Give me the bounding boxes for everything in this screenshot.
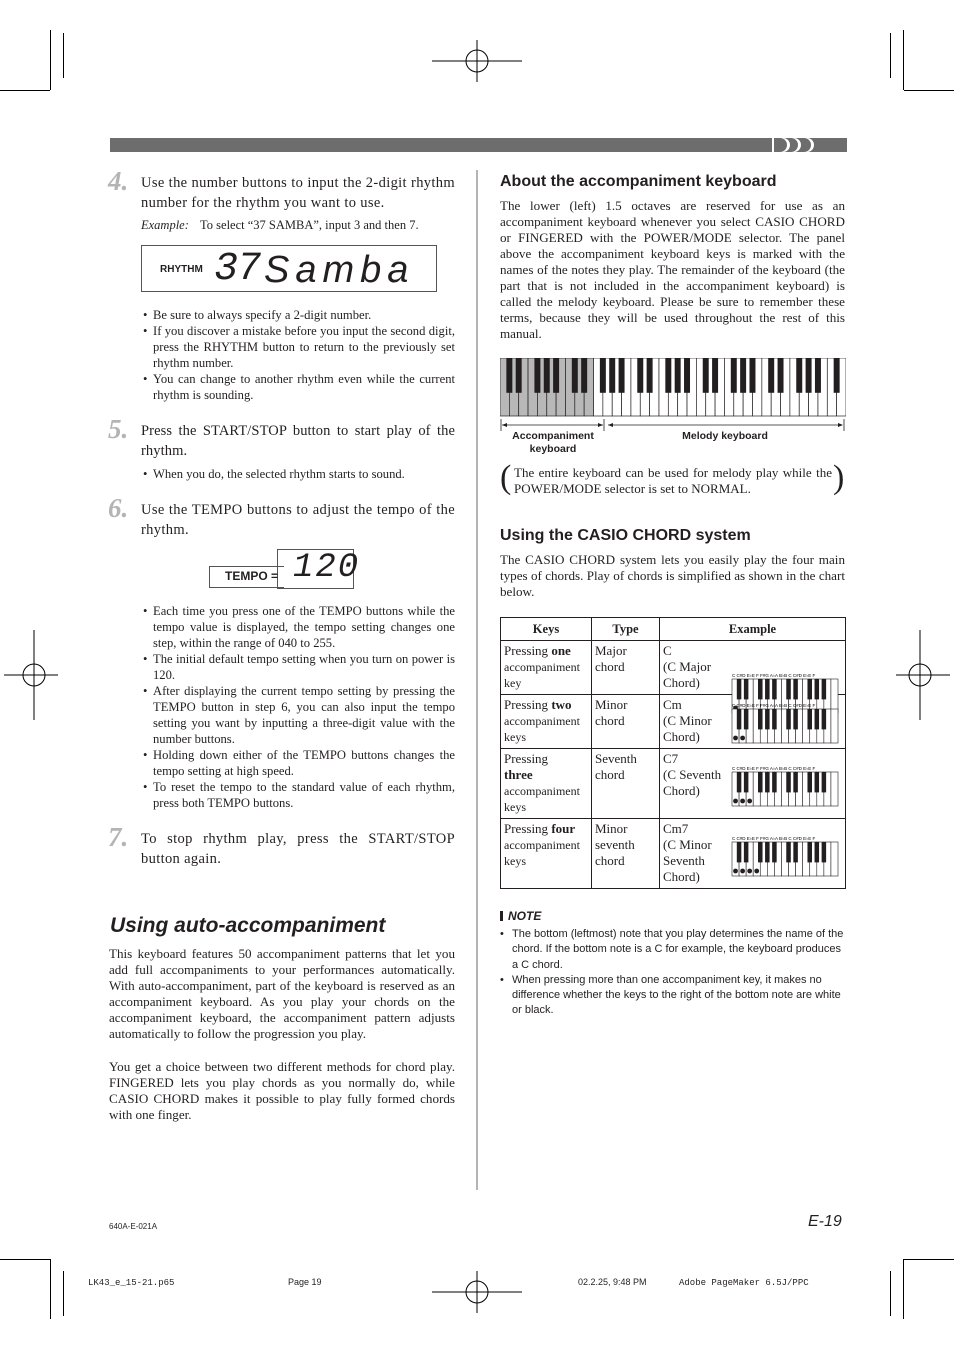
chord-description: (C Minor Seventh Chord) [663, 837, 712, 884]
black-key [731, 358, 737, 393]
bullet-item: • Holding down either of the TEMPO buttons changes the tempo setting at high speed. [143, 747, 455, 779]
keys-text: accompaniment keys [504, 784, 580, 814]
chord-description: (C Minor Chord) [663, 713, 712, 744]
lcd-rhythm-display [141, 245, 437, 292]
example-cell [660, 749, 846, 819]
auto-accomp-paragraph-1: This keyboard features 50 accompaniment patterns that let you add full accompaniments to your performances automatically. With auto-accompaniment, part of the keyboard is reserved as an accompaniment keyboard. As you play your chords on the accompaniment keyboard, the accompaniment pattern adjusts automatically to follow the progression you play. [109, 946, 455, 1041]
mini-black-key [793, 709, 798, 729]
keys-text: accompaniment keys [504, 714, 580, 744]
mini-black-key [807, 842, 812, 862]
mini-black-key [807, 709, 812, 729]
type-cell: Seventh chord [592, 749, 660, 819]
black-key [637, 358, 643, 393]
mini-black-key [744, 772, 749, 792]
mini-keyboard-note-labels: C C#D E♭E F F#G A♭A B♭B C C#D E♭E F [732, 673, 816, 678]
black-key [647, 358, 653, 393]
example-line [141, 218, 419, 233]
pressed-key-dot [740, 869, 745, 874]
mini-black-key [786, 709, 791, 729]
keys-cell [501, 749, 592, 819]
mini-black-key [815, 709, 820, 729]
crop-mark [63, 33, 64, 78]
doc-code: 640A-E-021A [109, 1222, 158, 1231]
lcd-tempo-value: 120 [293, 549, 361, 587]
heading-casio-chord-system: Using the CASIO CHORD system [500, 527, 751, 544]
casio-chord-table [500, 617, 846, 889]
crop-mark [50, 30, 51, 90]
keys-cell [501, 819, 592, 889]
example-cell [660, 695, 846, 749]
step-number-4: 4. [108, 166, 129, 196]
mini-black-key [758, 709, 763, 729]
mini-black-key [822, 709, 827, 729]
note-item: • The bottom (leftmost) note that you play determines the name of the chord. If the bottom note is a C for example, the keyboard produces a C chord. [500, 927, 846, 973]
black-key [675, 358, 681, 393]
lcd-rhythm-number: 37 [214, 247, 261, 292]
black-key [806, 358, 812, 393]
step-7-text: To stop rhythm play, press the START/STOP button again. [141, 831, 455, 867]
mini-black-key [758, 772, 763, 792]
bullet-item: • You can change to another rhythm even while the current rhythm is sounding. [143, 371, 455, 403]
mini-black-key [793, 842, 798, 862]
mini-black-key [772, 709, 777, 729]
heading-about-accompaniment-keyboard: About the accompaniment keyboard [500, 173, 777, 190]
section-title-auto-accompaniment: Using auto-accompaniment [110, 914, 386, 937]
crop-mark [890, 1271, 891, 1316]
note-item: • When pressing more than one accompaniment key, it makes no difference whether the keys to the right of the bottom note are white or black. [500, 973, 846, 1019]
keys-text: Pressing [504, 643, 552, 658]
black-key [796, 358, 802, 393]
bullet-item: • To reset the tempo to the standard value of each rhythm, press both TEMPO buttons. [143, 779, 455, 811]
chord-description: (C Major Chord) [663, 659, 712, 690]
black-key [768, 358, 774, 393]
bullet-item: • Be sure to always specify a 2-digit number. [143, 307, 455, 323]
footer-page: Page 19 [288, 1277, 322, 1287]
mini-keyboard-diagram [731, 764, 839, 808]
step-6-text: Use the TEMPO buttons to adjust the tempo of the rhythm. [141, 502, 455, 538]
keys-count: one [551, 643, 571, 658]
example-text: To select “37 SAMBA”, input 3 and then 7. [200, 218, 419, 232]
footer-date: 02.2.25, 9:48 PM [578, 1277, 647, 1287]
keys-cell [501, 695, 592, 749]
mini-black-key [765, 772, 770, 792]
crop-mark [50, 1259, 51, 1319]
step-number-5: 5. [108, 414, 129, 444]
keys-text: accompaniment key [504, 660, 580, 690]
mini-black-key [737, 709, 742, 729]
type-cell: Minor chord [592, 695, 660, 749]
note-heading [500, 909, 541, 923]
step-5-bullets [143, 466, 455, 482]
keys-count: four [551, 821, 576, 836]
paren-left: ( [500, 459, 512, 496]
crop-mark [903, 30, 904, 90]
about-keyboard-body: The lower (left) 1.5 octaves are reserved for use as an accompaniment keyboard whenever you select CASIO CHORD or FINGERED with the POWER/MODE selector. The panel above the accompaniment keyboard keys is marked with the names of the notes they play. The remainder of the keyboard (the part that is not included in the accompaniment keyboard) is called the melody keyboard. Please be sure to remember these terms, because they will be used throughout the rest of this manual. [500, 198, 845, 341]
crop-mark [0, 1259, 50, 1260]
lcd-tempo-display [209, 549, 361, 589]
black-key [534, 358, 540, 393]
crop-mark [904, 90, 954, 91]
mini-keyboard-diagram [731, 701, 839, 745]
column-divider [476, 170, 478, 1190]
bullet-item: • The initial default tempo setting when you turn on power is 120. [143, 651, 455, 683]
black-key [619, 358, 625, 393]
black-key [600, 358, 606, 393]
mini-black-key [786, 772, 791, 792]
registration-mark-right [896, 630, 950, 720]
keys-cell [501, 641, 592, 695]
black-key [834, 358, 840, 393]
table-row [501, 695, 846, 749]
mini-white-key [831, 842, 838, 876]
pressed-key-dot [754, 869, 759, 874]
mini-keyboard-note-labels: C C#D E♭E F F#G A♭A B♭B C C#D E♭E F [732, 766, 816, 771]
bullet-item: • Each time you press one of the TEMPO buttons while the tempo value is displayed, the tempo setting changes one step, within the range of 040 to 255. [143, 603, 455, 651]
lcd-rhythm-name: Samba [264, 249, 415, 291]
crop-mark [904, 1259, 954, 1260]
bullet-item: • After displaying the current tempo setting by pressing the TEMPO button in step 6, you can also input the tempo setting you want by inputting a three-digit value with the number buttons. [143, 683, 455, 747]
table-row [501, 641, 846, 695]
keys-count: three [504, 767, 533, 782]
mini-black-key [758, 842, 763, 862]
paren-note: The entire keyboard can be used for melody play while the POWER/MODE selector is set to NORMAL. [514, 465, 832, 496]
chord-name: C [663, 643, 672, 658]
auto-accomp-paragraph-2: You get a choice between two different methods for chord play. FINGERED lets you play chords as you normally do, while CASIO CHORD makes it possible to play fully formed chords with one finger. [109, 1059, 455, 1122]
black-key [544, 358, 550, 393]
melody-keyboard-label: Melody keyboard [682, 430, 768, 442]
mini-black-key [815, 842, 820, 862]
keyboard-diagram [500, 358, 846, 418]
pressed-key-dot [747, 799, 752, 804]
mini-black-key [744, 842, 749, 862]
type-cell: Major chord [592, 641, 660, 695]
table-header-row [501, 618, 846, 641]
mini-black-key [815, 772, 820, 792]
example-cell [660, 819, 846, 889]
black-key [815, 358, 821, 393]
black-key [553, 358, 559, 393]
chord-name: Cm7 [663, 821, 689, 836]
black-key [572, 358, 578, 393]
crop-mark [890, 33, 891, 78]
mini-black-key [737, 842, 742, 862]
lcd-tempo-label: TEMPO = [225, 569, 279, 583]
keys-text: Pressing [504, 697, 552, 712]
pressed-key-dot [733, 869, 738, 874]
pressed-key-dot [740, 736, 745, 741]
mini-black-key [765, 709, 770, 729]
chord-description: (C Seventh Chord) [663, 767, 722, 798]
registration-mark-top [432, 40, 522, 82]
pressed-key-dot [740, 799, 745, 804]
page-number: E-19 [808, 1213, 842, 1230]
footer-app: Adobe PageMaker 6.5J/PPC [679, 1278, 809, 1288]
keys-text: Pressing [504, 821, 552, 836]
keys-count: two [551, 697, 572, 712]
step-4-bullets [143, 307, 455, 403]
paren-right: ) [833, 459, 845, 496]
chord-name: C7 [663, 751, 679, 766]
accompaniment-keyboard-label: Accompaniment keyboard [512, 430, 594, 455]
casio-chord-intro: The CASIO CHORD system lets you easily play the four main types of chords. Play of chords is simplified as shown in the chart below. [500, 552, 845, 599]
black-key [665, 358, 671, 393]
note-list [500, 927, 846, 1019]
crop-mark [0, 90, 50, 91]
mini-black-key [765, 842, 770, 862]
black-key [506, 358, 512, 393]
footer-file: LK43_e_15-21.p65 [88, 1278, 175, 1288]
step-4-text: Use the number buttons to input the 2-digit rhythm number for the rhythm you want to use. [141, 175, 455, 211]
table-header: Type [592, 618, 660, 641]
note-title: NOTE [508, 909, 542, 923]
registration-mark-left [4, 630, 58, 720]
crop-mark [63, 1271, 64, 1316]
keys-text: Pressing [504, 751, 549, 766]
example-label: Example: [141, 218, 189, 232]
pressed-key-dot [733, 799, 738, 804]
lcd-rhythm-label: RHYTHM [160, 264, 203, 275]
mini-black-key [807, 772, 812, 792]
black-key [778, 358, 784, 393]
example-cell [660, 641, 846, 695]
type-cell: Minor seventh chord [592, 819, 660, 889]
mini-keyboard-note-labels: C C#D E♭E F F#G A♭A B♭B C C#D E♭E F [732, 836, 816, 841]
pressed-key-dot [733, 736, 738, 741]
table-header: Keys [501, 618, 592, 641]
bullet-item: • When you do, the selected rhythm starts to sound. [143, 466, 455, 482]
black-key [609, 358, 615, 393]
mini-black-key [772, 842, 777, 862]
mini-black-key [793, 772, 798, 792]
table-header: Example [660, 618, 846, 641]
mini-white-key [831, 772, 838, 806]
mini-black-key [772, 772, 777, 792]
bullet-item: • If you discover a mistake before you input the second digit, press the RHYTHM button to return to the previously set rhythm number. [143, 323, 455, 371]
mini-keyboard-diagram [731, 834, 839, 878]
mini-black-key [822, 842, 827, 862]
black-key [684, 358, 690, 393]
pressed-key-dot [747, 869, 752, 874]
header-bar [110, 137, 850, 153]
black-key [703, 358, 709, 393]
black-key [749, 358, 755, 393]
step-number-7: 7. [108, 822, 129, 852]
mini-black-key [744, 709, 749, 729]
mini-white-key [831, 709, 838, 743]
chord-name: Cm [663, 697, 682, 712]
step-6-bullets [143, 603, 455, 811]
table-row [501, 819, 846, 889]
keys-text: accompaniment keys [504, 838, 580, 868]
mini-keyboard-note-labels: C C#D E♭E F F#G A♭A B♭B C C#D E♭E F [732, 703, 816, 708]
black-key [740, 358, 746, 393]
step-number-6: 6. [108, 493, 129, 523]
registration-mark-bottom [432, 1271, 522, 1313]
mini-black-key [737, 772, 742, 792]
black-key [516, 358, 522, 393]
table-row [501, 749, 846, 819]
mini-black-key [786, 842, 791, 862]
black-key [581, 358, 587, 393]
mini-black-key [822, 772, 827, 792]
crop-mark [903, 1259, 904, 1319]
step-5-text: Press the START/STOP button to start play of the rhythm. [141, 423, 455, 459]
black-key [712, 358, 718, 393]
note-icon [500, 911, 503, 921]
